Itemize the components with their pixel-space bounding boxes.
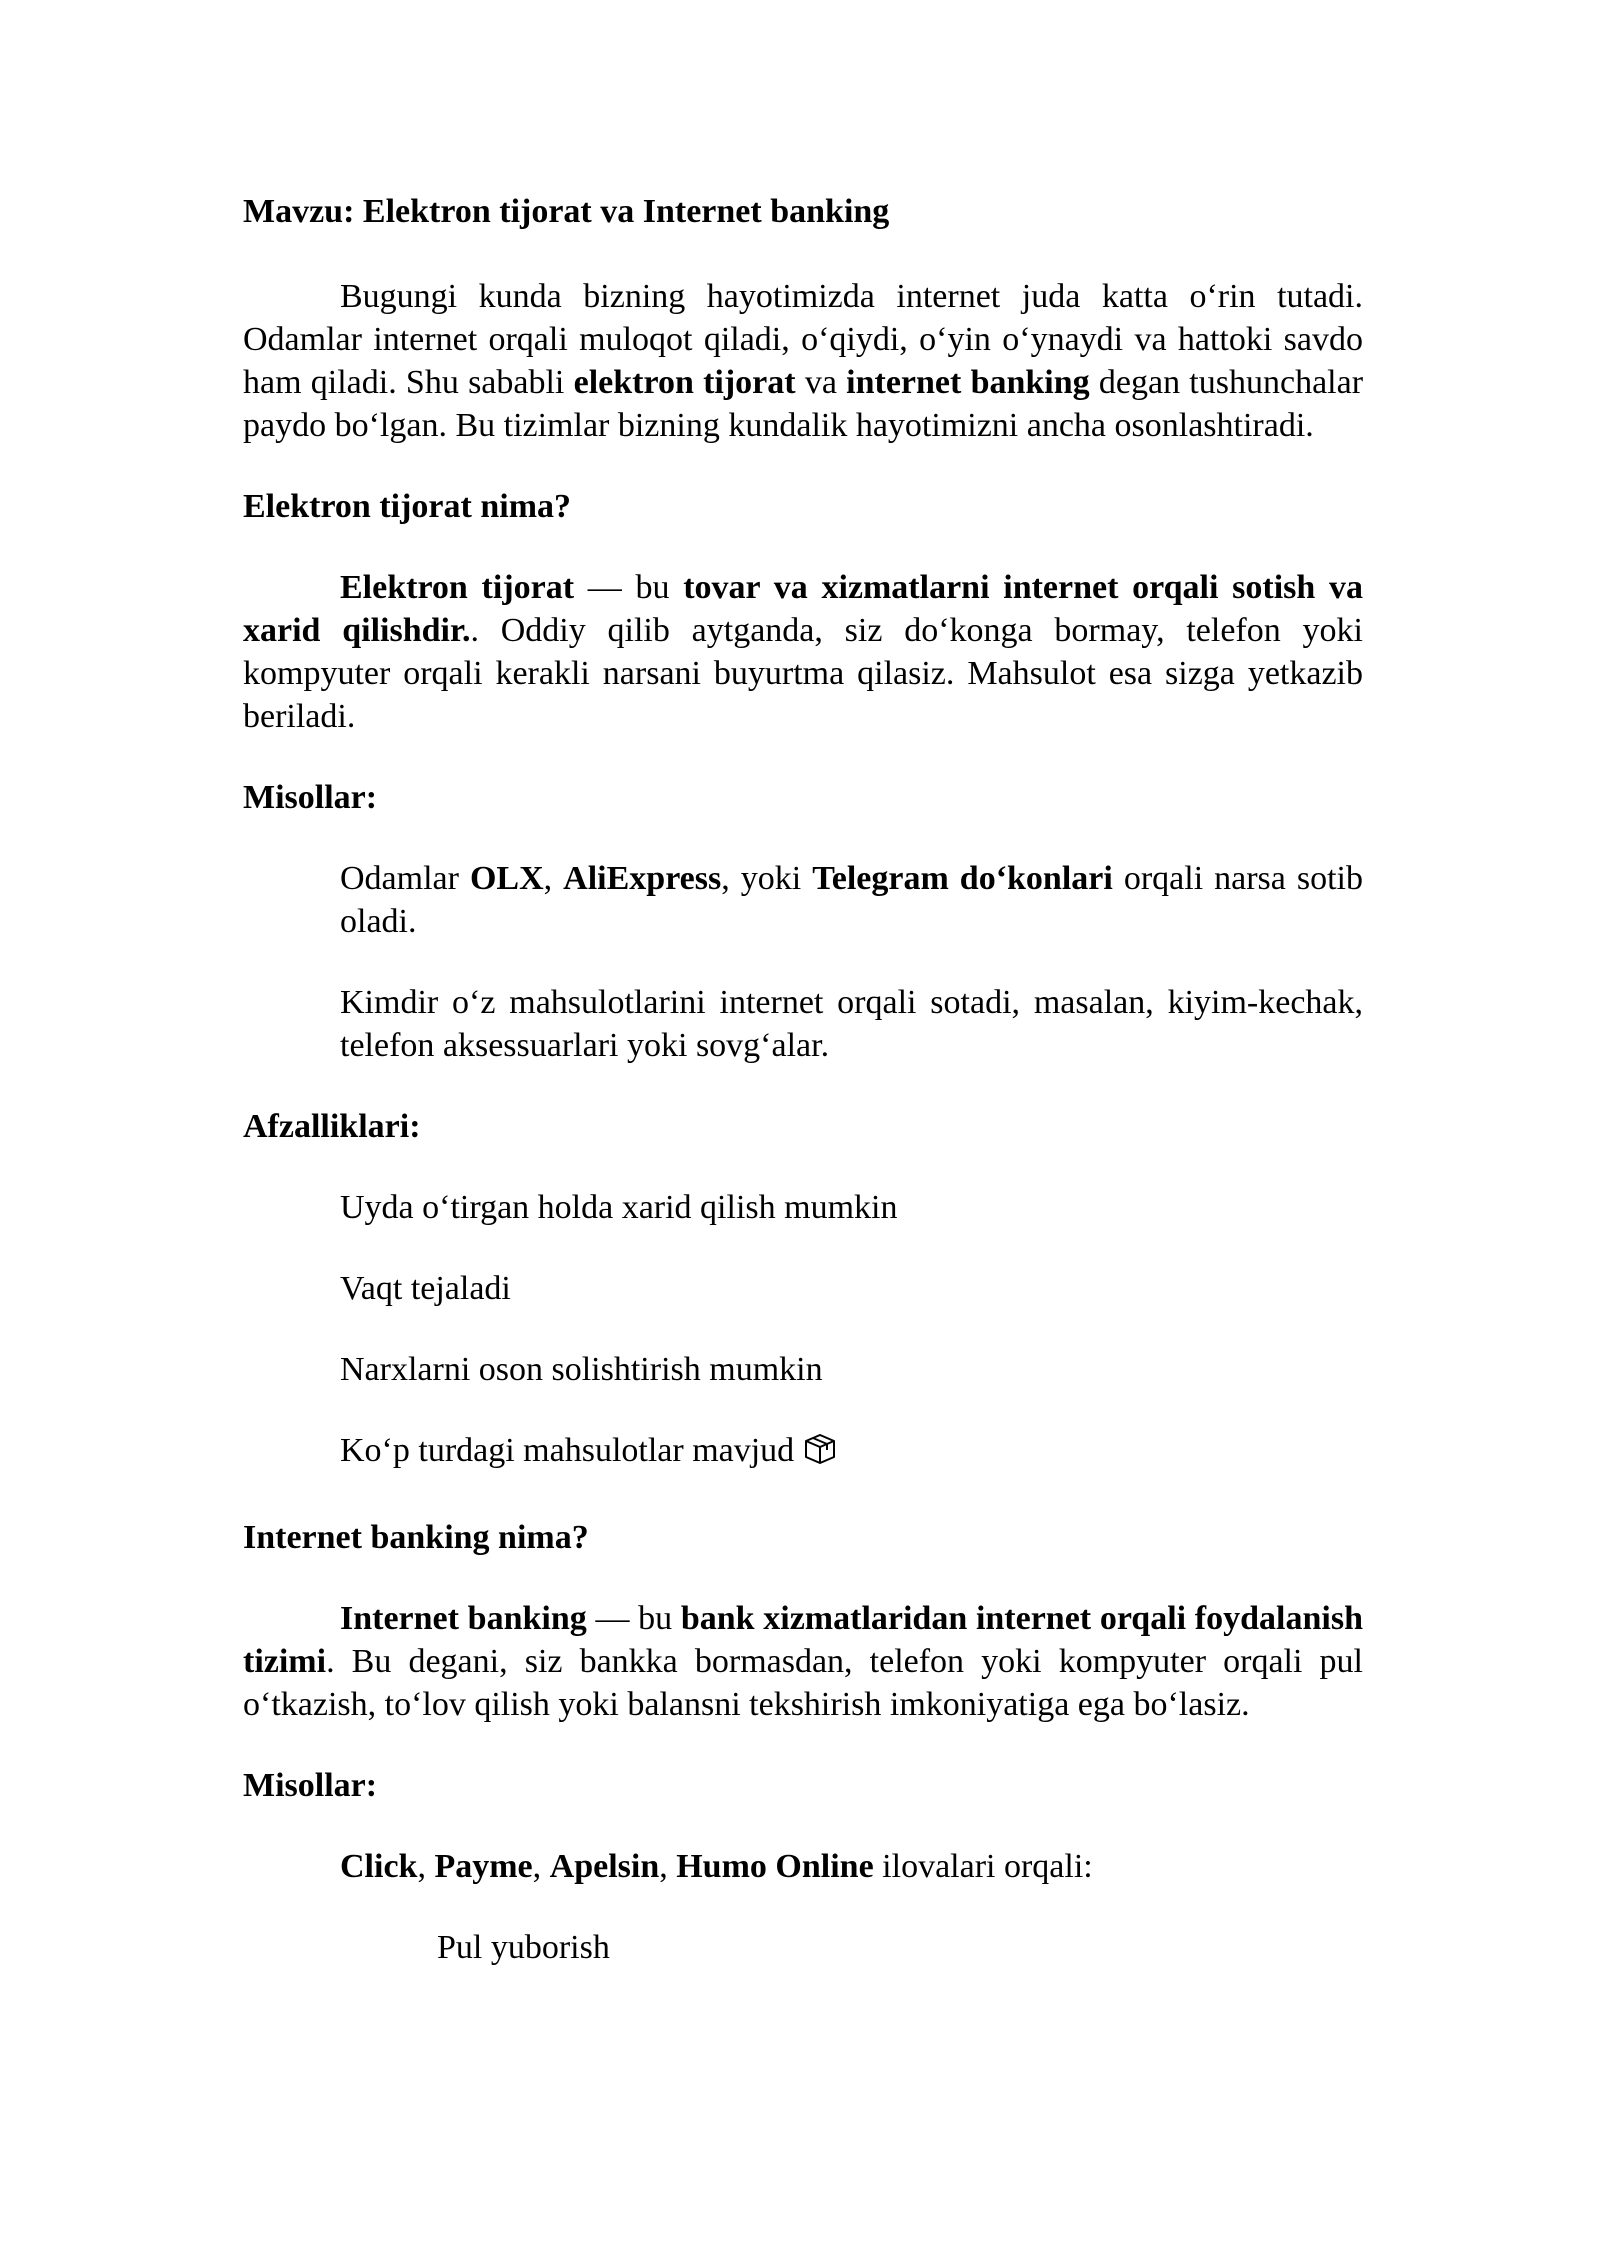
examples-heading: Misollar: xyxy=(243,779,378,816)
ecommerce-definition xyxy=(243,566,1363,738)
app-name: Click xyxy=(340,1848,418,1885)
bold-term: Telegram do‘konlari xyxy=(812,860,1113,897)
text-run: . Bu degani, siz bankka bormasdan, telefon yoki kompyuter orqali pul o‘tkazish, to‘lov qilish yoki balansni tekshirish imkoniyatiga ega bo‘lasiz. xyxy=(243,1643,1363,1723)
bold-term: Elektron tijorat xyxy=(340,569,575,606)
list-item xyxy=(340,1845,1363,1888)
text-run: va xyxy=(795,364,847,401)
package-icon xyxy=(802,1431,838,1478)
text-run: — bu xyxy=(574,569,684,606)
list-item xyxy=(340,857,1363,943)
text-run: Odamlar xyxy=(340,860,470,897)
list-item: Uyda o‘tirgan holda xarid qilish mumkin xyxy=(340,1189,898,1226)
text-run: — bu xyxy=(586,1600,681,1637)
text-run: ilovalari orqali: xyxy=(873,1848,1093,1885)
list-item-text: Ko‘p turdagi mahsulotlar mavjud xyxy=(340,1432,795,1469)
text-run: Bugungi kunda bizning hayotimizda internet juda katta o‘rin tutadi. Odamlar internet orqali muloqot qiladi, o‘qiydi, o‘yin o‘ynaydi va hattoki savdo ham qiladi. Shu sababli xyxy=(243,278,1363,401)
text-run: degan tushunchalar paydo bo‘lgan. Bu tizimlar bizning kundalik hayotimizni ancha osonlashtiradi. xyxy=(243,364,1364,444)
bold-term: bank xizmatlaridan internet orqali foydalanish tizimi xyxy=(243,1600,1363,1680)
examples-heading: Misollar: xyxy=(243,1767,378,1804)
text-run: , xyxy=(659,1848,677,1885)
bold-term: internet banking xyxy=(846,364,1090,401)
text-run: . Oddiy qilib aytganda, siz do‘konga bormay, telefon yoki kompyuter orqali kerakli narsani buyurtma qilasiz. Mahsulot esa sizga yetkazib beriladi. xyxy=(243,612,1363,735)
intro-paragraph xyxy=(243,275,1363,447)
section-heading-ecommerce: Elektron tijorat nima? xyxy=(243,488,572,525)
bold-term: Internet banking xyxy=(340,1600,587,1637)
list-item: Vaqt tejaladi xyxy=(340,1270,511,1307)
bold-term: OLX xyxy=(469,860,544,897)
document-content xyxy=(243,190,1363,1969)
app-name: Apelsin xyxy=(549,1848,660,1885)
text-run: , yoki xyxy=(721,860,813,897)
section-heading-banking: Internet banking nima? xyxy=(243,1519,589,1556)
app-name: Humo Online xyxy=(676,1848,874,1885)
bold-term: AliExpress xyxy=(563,860,722,897)
sub-list-item: Pul yuborish xyxy=(437,1929,610,1966)
list-item: Narxlarni oson solishtirish mumkin xyxy=(340,1351,823,1388)
list-item xyxy=(340,1429,1363,1478)
advantages-heading: Afzalliklari: xyxy=(243,1108,421,1145)
bold-term: tovar va xizmatlarni internet orqali sotish va xarid qilishdir. xyxy=(243,569,1363,649)
text-run: orqali narsa sotib oladi. xyxy=(340,860,1363,940)
list-item: Kimdir o‘z mahsulotlarini internet orqali sotadi, masalan, kiyim-kechak, telefon aksessuarlari yoki sovg‘alar. xyxy=(340,984,1363,1064)
banking-definition xyxy=(243,1597,1363,1726)
text-run: , xyxy=(417,1848,435,1885)
document-title: Mavzu: Elektron tijorat va Internet banking xyxy=(243,193,890,230)
text-run: , xyxy=(532,1848,550,1885)
app-name: Payme xyxy=(434,1848,533,1885)
bold-term: elektron tijorat xyxy=(573,364,796,401)
text-run: , xyxy=(543,860,564,897)
